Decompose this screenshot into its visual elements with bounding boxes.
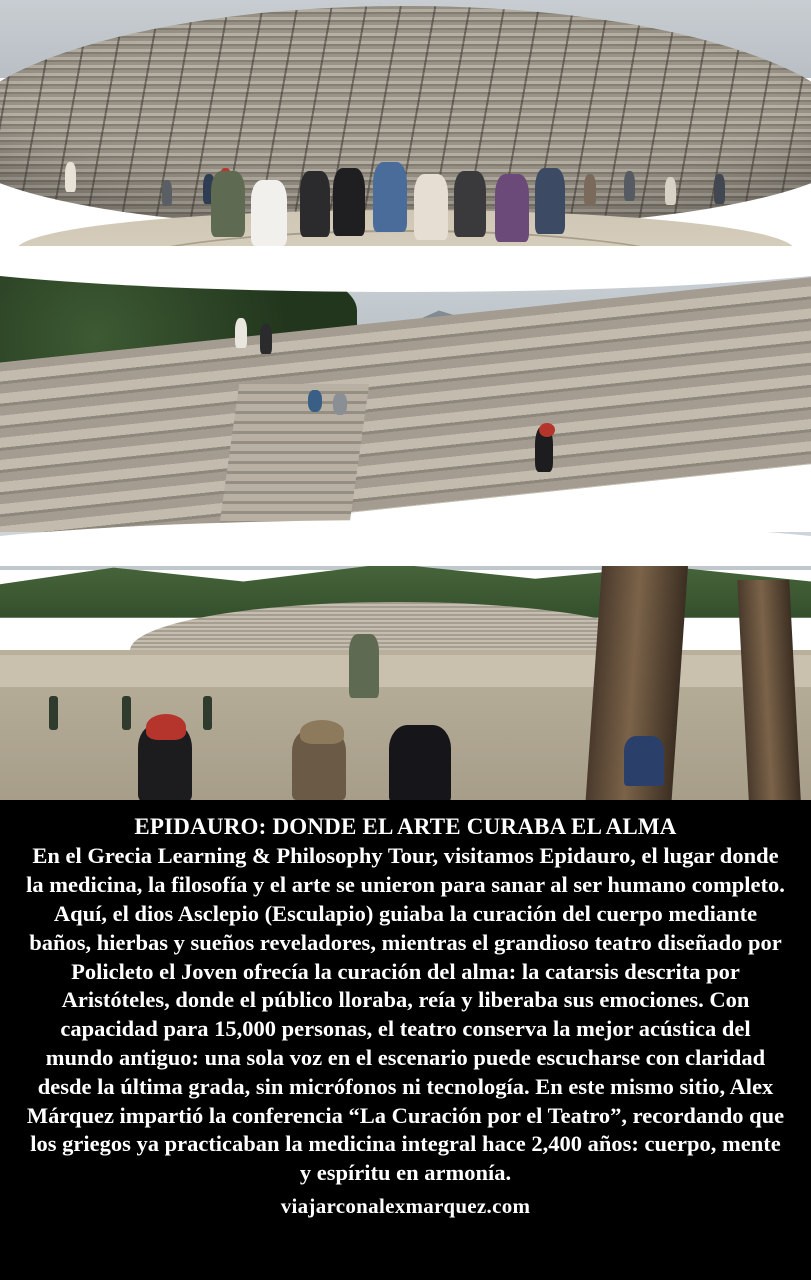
visitor-figure — [260, 324, 272, 354]
caption-title: EPIDAURO: DONDE EL ARTE CURABA EL ALMA — [134, 814, 677, 839]
tour-group-member — [454, 171, 486, 237]
photo-2-scene — [0, 258, 811, 558]
guide-figure — [349, 634, 379, 698]
path-bollard — [49, 696, 58, 730]
tour-group-member — [535, 168, 565, 234]
tour-group-member — [211, 171, 245, 237]
visitor-figure — [665, 177, 676, 205]
tour-group-member — [300, 171, 330, 237]
seated-visitor — [308, 390, 322, 412]
tour-group-member — [495, 174, 529, 242]
seated-visitor — [389, 725, 451, 800]
sun-hat — [300, 720, 344, 744]
visitor-figure — [235, 318, 247, 348]
theatre-view-from-pines — [0, 532, 811, 800]
red-cap — [146, 714, 186, 740]
visitor-figure — [584, 174, 596, 206]
path-bollard — [122, 696, 131, 730]
tour-group-member — [333, 168, 365, 236]
theatre-steps-panorama — [0, 258, 811, 558]
caption-block — [0, 800, 811, 1280]
seated-visitor — [624, 736, 664, 786]
gravel-path — [0, 655, 811, 687]
tour-group-member — [373, 162, 407, 232]
seated-visitor — [333, 393, 347, 415]
photo-3-scene — [0, 532, 811, 800]
pine-trunk — [737, 580, 801, 800]
caption-body: En el Grecia Learning & Philosophy Tour, visitamos Epidauro, el lugar donde la medicina, la filosofía y el arte se unieron para sanar al ser humano completo. Aquí, el dios Asclepio (Esculapio) guiaba la curación del cuerpo mediante baños, hierbas y sueños reveladores, mientras el grandioso teatro diseñado por Policleto el Joven ofrecía la curación del alma: la catarsis descrita por Aristóteles, donde el público lloraba, reía y liberaba sus emociones. Con capacidad para 15,000 personas, el teatro conserva la mejor acústica del mundo antiguo: una sola voz en el escenario puede escucharse con claridad desde la última grada, sin micrófonos ni tecnología. En este mismo sitio, Alex Márquez impartió la conferencia “La Curación por el Teatro”, recordando que los griegos ya practicaban la medicina integral hace 2,400 años: cuerpo, mente y espíritu en armonía. — [26, 843, 785, 1186]
tour-group-member — [414, 174, 448, 240]
tour-group-member — [251, 180, 287, 246]
visitor-figure — [624, 171, 635, 201]
path-bollard — [203, 696, 212, 730]
visitor-figure — [65, 162, 76, 192]
website-url: viajarconalexmarquez.com — [280, 1194, 531, 1218]
visitor-figure — [162, 180, 172, 206]
visitor-figure — [714, 174, 725, 204]
